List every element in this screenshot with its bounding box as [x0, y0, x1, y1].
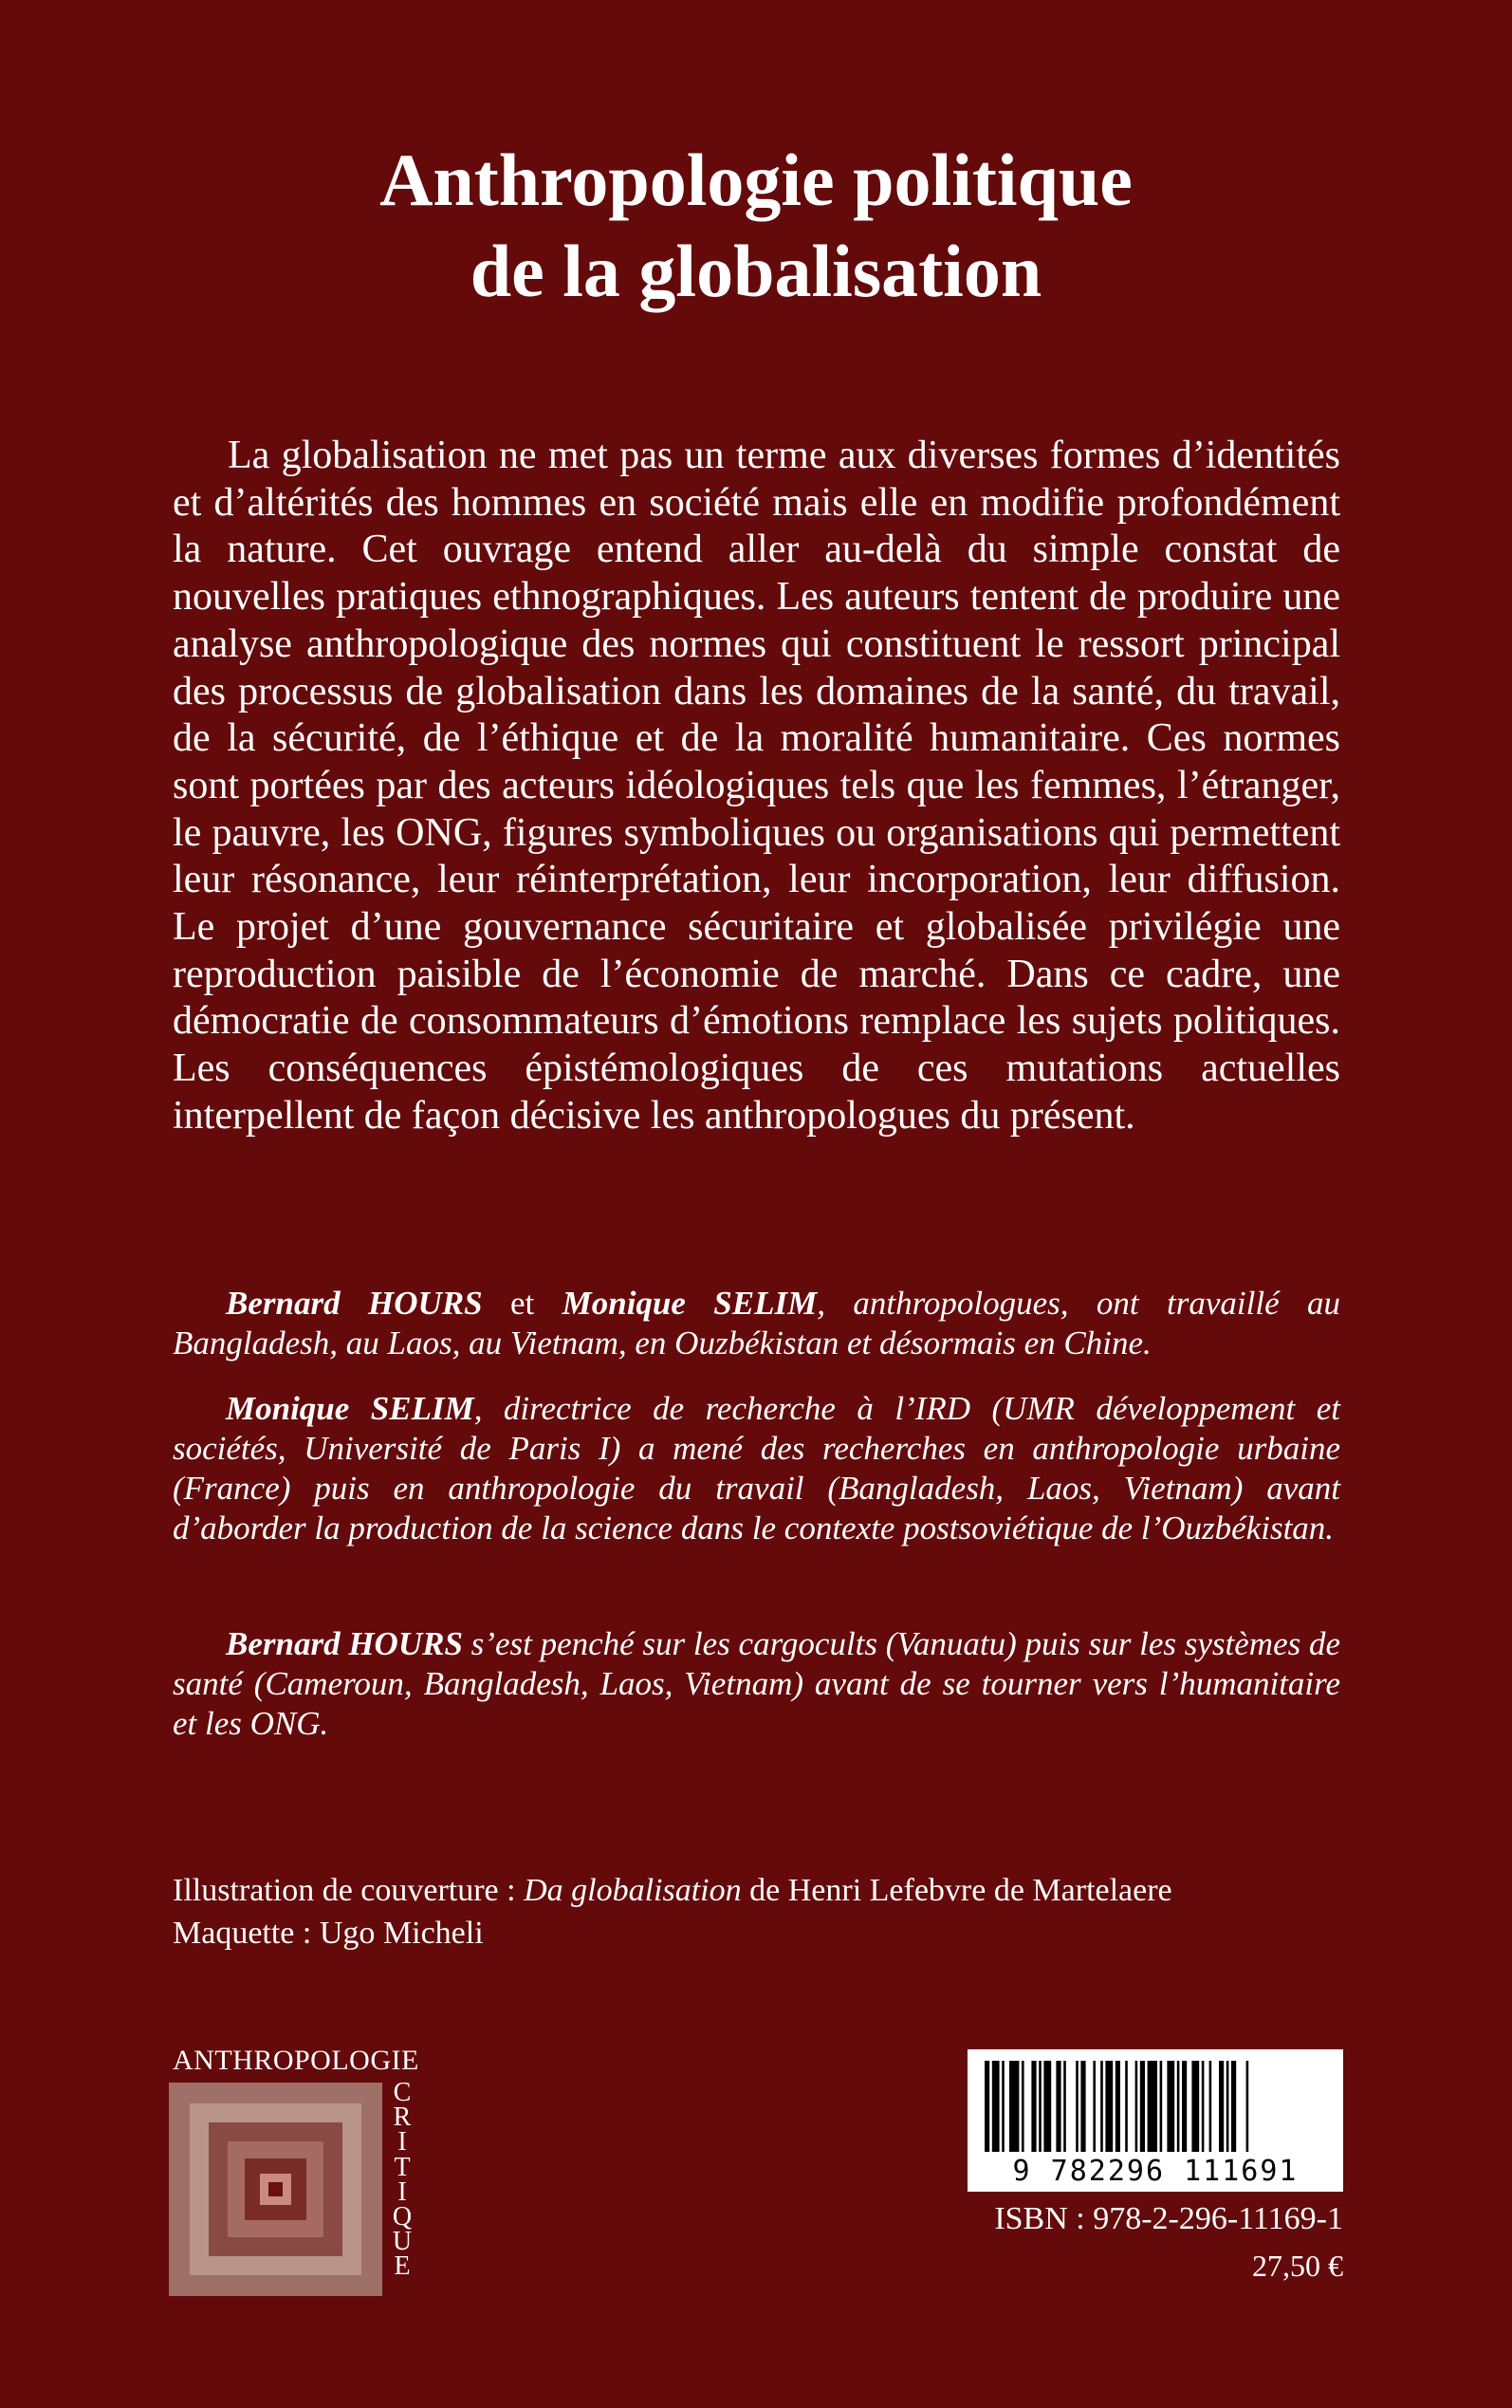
- author-name: Bernard HOURS: [226, 1625, 463, 1662]
- barcode-bar: [1056, 2061, 1060, 2152]
- layout-credit: Maquette : Ugo Micheli: [173, 1916, 484, 1951]
- author-name: Bernard HOURS: [226, 1285, 483, 1322]
- barcode-bar: [992, 2061, 1000, 2152]
- bio-text: , directrice de recherche à l’IRD (UMR développement et sociétés, Université de Paris I) a mené des recherches en anthropologie urbaine (France) puis en anthropologie du travail (Bangladesh, Laos, Vietnam) avant d’aborder la production de la science dans le contexte postsoviétique de l’Ouzbékistan.: [173, 1390, 1340, 1547]
- book-title-line-1: Anthropologie politique: [379, 139, 1133, 221]
- illustration-credit: Illustration de couverture : Da globalisation de Henri Lefebvre de Martelaere: [173, 1873, 1172, 1908]
- selim-bio: [173, 1389, 1340, 1548]
- barcode-bar: [1219, 2061, 1224, 2152]
- barcode-bar: [1100, 2061, 1103, 2152]
- barcode-bar: [1148, 2061, 1157, 2152]
- summary-text: La globalisation ne met pas un terme aux diverses formes d’identités et d’altérités des hommes en société mais elle en modifie profondément la nature. Cet ouvrage entend aller au-delà du simple constat de nouvelles pratiques ethnographiques. Les auteurs tentent de produire une analyse anthropologique des normes qui constituent le ressort principal des processus de globalisation dans les domaines de la santé, du travail, de la sécurité, de l’éthique et de la moralité humanitaire. Ces normes sont portées par des acteurs idéologiques tels que les femmes, l’étranger, le pauvre, les ONG, figures symboliques ou organisations qui permettent leur résonance, leur réinterprétation, leur incorporation, leur diffusion. Le projet d’une gouvernance sécuritaire et globalisée privilégie une reproduction paisible de l’économie de marché. Dans ce cadre, une démocratie de consommateurs d’émotions remplace les sujets politiques. Les conséquences épistémologiques de ces mutations actuelles interpellent de façon décisive les anthropologues du présent.: [173, 434, 1340, 1138]
- bio-text: s’est penché sur les cargocults (Vanuatu) puis sur les systèmes de santé (Cameroun, Bangladesh, Laos, Vietnam) avant de se tourner vers l’humanitaire et les ONG.: [173, 1625, 1341, 1742]
- barcode-bar: [1209, 2061, 1212, 2152]
- price: 27,50 €: [1252, 2249, 1343, 2283]
- book-title-line-2: de la globalisation: [470, 230, 1042, 312]
- isbn: ISBN : 978-2-296-11169-1: [994, 2201, 1343, 2236]
- barcode-bar: [1063, 2061, 1066, 2152]
- series-logo: [169, 2083, 382, 2296]
- barcode-bar: [1116, 2061, 1120, 2152]
- barcode-bar: [985, 2061, 989, 2152]
- barcode-bar: [1125, 2061, 1128, 2152]
- barcode-bar: [1167, 2061, 1174, 2152]
- book-title: [0, 135, 1512, 317]
- barcode-bar: [1140, 2061, 1145, 2152]
- illustration-title: Da globalisation: [524, 1873, 742, 1908]
- barcode-bar: [1135, 2061, 1138, 2152]
- barcode-bar: [1022, 2061, 1024, 2152]
- bio-text: , anthropologues, ont travaillé au Bangladesh, au Laos, au Vietnam, en Ouzbékistan et désormais en Chine.: [173, 1285, 1341, 1361]
- hours-bio: [173, 1624, 1340, 1744]
- barcode-bar: [1105, 2061, 1113, 2152]
- author-name: Monique SELIM: [226, 1390, 474, 1427]
- authors-bio: [173, 1284, 1340, 1363]
- series-vertical-label: CRITIQUE: [392, 2078, 413, 2282]
- barcode-bar: [1043, 2061, 1051, 2152]
- series-label: ANTHROPOLOGIE: [173, 2045, 419, 2076]
- barcode-bar: [1177, 2061, 1180, 2152]
- barcode-bars-icon: [968, 2049, 1343, 2154]
- barcode-bar: [1231, 2061, 1236, 2152]
- barcode-bar: [1080, 2061, 1085, 2152]
- barcode-bar: [1093, 2061, 1096, 2152]
- barcode-bar: [1002, 2061, 1005, 2152]
- logo-square-center: [268, 2182, 283, 2196]
- barcode-bar: [1076, 2061, 1079, 2152]
- barcode-bar: [1160, 2061, 1163, 2152]
- conjunction: et: [509, 1285, 535, 1322]
- barcode-bar: [1191, 2061, 1199, 2152]
- barcode-bar: [1202, 2061, 1205, 2152]
- barcode-bar: [1031, 2061, 1036, 2152]
- barcode-bar: [1246, 2061, 1249, 2152]
- summary-paragraph: [173, 433, 1340, 1140]
- barcode-bar: [1226, 2061, 1229, 2152]
- author-name: Monique SELIM: [562, 1285, 818, 1322]
- series-logo-squares-icon: [169, 2083, 382, 2296]
- barcode-bar: [1009, 2061, 1019, 2152]
- barcode-bar: [1182, 2061, 1187, 2152]
- barcode: [968, 2049, 1343, 2192]
- barcode-digits: 9 782296 111691: [1012, 2155, 1299, 2188]
- credits: [173, 1869, 1172, 1954]
- barcode-bar: [1039, 2061, 1042, 2152]
